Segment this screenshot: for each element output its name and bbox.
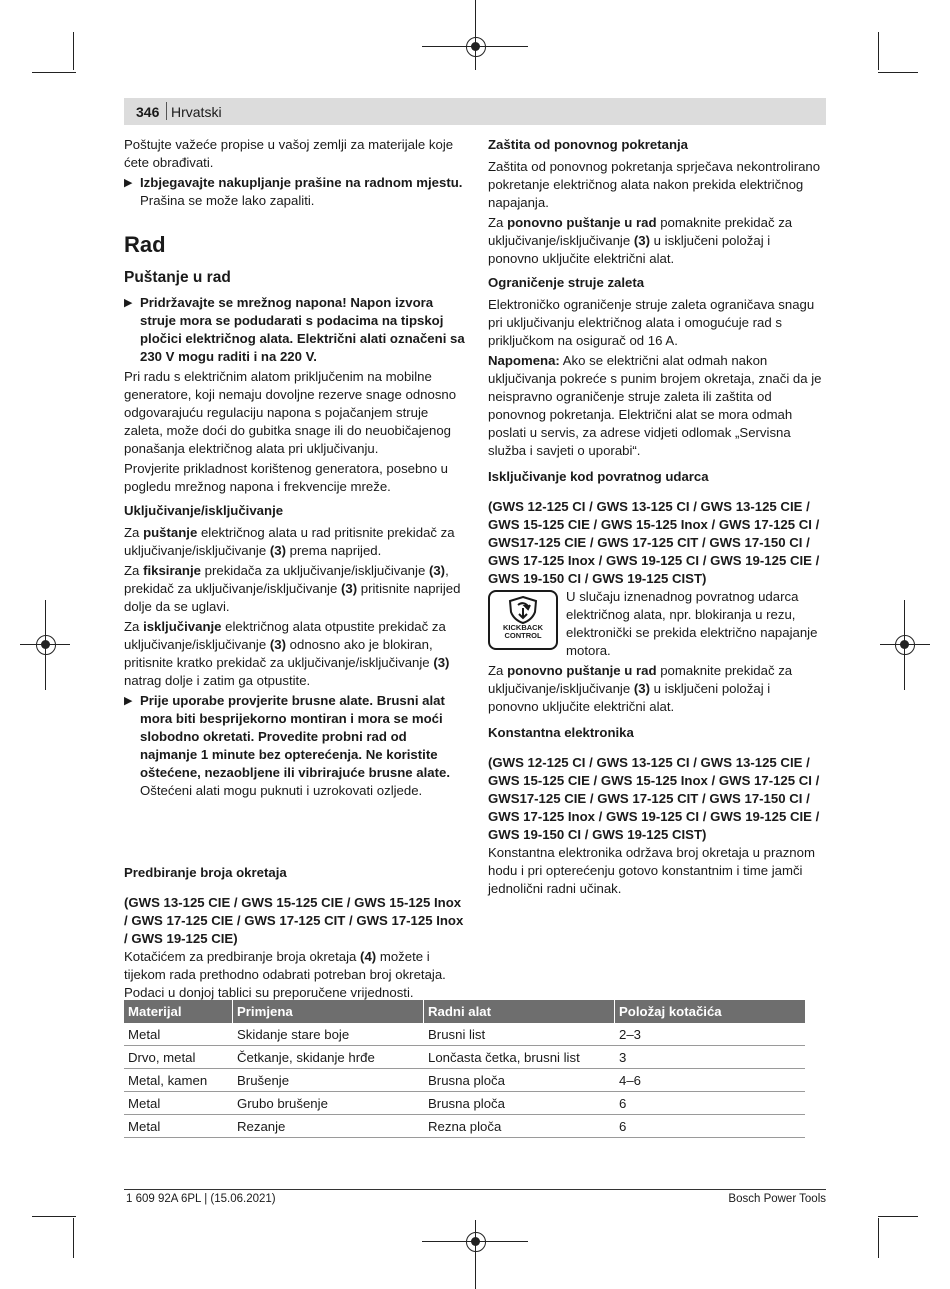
text-bold: fiksiranje bbox=[143, 563, 201, 578]
text: Za bbox=[124, 619, 144, 634]
ref-number: (3) bbox=[633, 233, 650, 248]
ref-number: (3) bbox=[633, 681, 650, 696]
crop-mark bbox=[73, 32, 74, 70]
table-cell: Brušenje bbox=[233, 1069, 424, 1092]
table-cell: Rezanje bbox=[233, 1115, 424, 1138]
table-cell: 6 bbox=[615, 1092, 806, 1115]
text: odnosno ako je blokiran, pritisnite kratko prekidač za uključivanje/isključivanje bbox=[124, 637, 434, 670]
page-header bbox=[124, 98, 826, 125]
text-bold: puštanje bbox=[143, 525, 198, 540]
constant-models: (GWS 12-125 CI / GWS 13-125 CI / GWS 13-125 CIE / GWS 15-125 CIE / GWS 15-125 Inox / GWS 17-125 CI / GWS17-125 CIE / GWS 17-125 CIT / GWS 17-150 CI / GWS 17-125 Inox / GWS 19-125 CI / GWS 19-125 CIE / GWS 19-150 CI / GWS 19-125 CIST) bbox=[488, 755, 820, 842]
text: Ako se električni alat odmah nakon uključivanja pokreće s punim brojem okretaja, znači da je neispravno ograničenje struje zaleta ili zaštita od ponovnog pokretanja. Električni alat se mora odmah poslati u servis, za adrese vidjeti odlomak „Servisna služba i savjeti o uporabi“. bbox=[488, 353, 822, 458]
restart-paragraph: Zaštita od ponovnog pokretanja sprječava nekontrolirano pokretanje električnog alata nakon prekida električnog napajanja. bbox=[488, 159, 821, 210]
kickback-models: (GWS 12-125 CI / GWS 13-125 CI / GWS 13-125 CIE / GWS 15-125 CIE / GWS 15-125 Inox / GWS 17-125 CI / GWS17-125 CIE / GWS 17-125 CIT / GWS 17-150 CI / GWS 17-125 Inox / GWS 19-125 CI / GWS 19-125 CIE / GWS 19-150 CI / GWS 19-125 CIST) bbox=[488, 499, 820, 586]
generator-check-paragraph: Provjerite prikladnost korištenog generatora, posebno u pogledu mrežnog napona i frekvencije mreže. bbox=[124, 461, 449, 494]
table-cell: Brusni list bbox=[424, 1023, 615, 1046]
subheading-pustanje: Puštanje u rad bbox=[124, 269, 231, 286]
registration-mark-icon bbox=[466, 1232, 486, 1252]
dust-warning bbox=[124, 174, 466, 210]
speed-paragraph bbox=[124, 948, 466, 1002]
subheading-constant: Konstantna elektronika bbox=[488, 725, 634, 740]
subheading-onoff: Uključivanje/isključivanje bbox=[124, 503, 284, 518]
table-header-cell: Materijal bbox=[124, 1000, 233, 1023]
page-footer bbox=[124, 1189, 826, 1205]
table-cell: Rezna ploča bbox=[424, 1115, 615, 1138]
ref-number: (3) bbox=[433, 655, 450, 670]
table-row bbox=[124, 1115, 805, 1138]
speed-models: (GWS 13-125 CIE / GWS 15-125 CIE / GWS 15-125 Inox / GWS 17-125 CIE / GWS 17-125 CIT / GWS 17-125 Inox / GWS 19-125 CIE) bbox=[124, 895, 464, 946]
header-divider bbox=[166, 102, 167, 120]
control-icon-text: CONTROL bbox=[504, 631, 542, 640]
switch-off-paragraph bbox=[124, 618, 466, 690]
table-cell: Skidanje stare boje bbox=[233, 1023, 424, 1046]
crop-mark bbox=[878, 1218, 879, 1258]
header-language: Hrvatski bbox=[171, 104, 222, 120]
registration-mark-icon bbox=[466, 37, 486, 57]
kickback-block bbox=[488, 588, 822, 660]
voltage-warning bbox=[124, 294, 466, 366]
switch-lock-paragraph bbox=[124, 562, 466, 616]
kickback-icon-text: KICKBACK bbox=[503, 623, 543, 632]
text: Za bbox=[124, 563, 144, 578]
note-paragraph bbox=[488, 352, 822, 460]
table-row bbox=[124, 1069, 805, 1092]
text: električnog alata otpustite prekidač za uključivanje/isključivanje bbox=[124, 619, 446, 652]
text-bold: isključivanje bbox=[143, 619, 222, 634]
test-run-text: Oštećeni alati mogu puknuti i uzrokovati ozljede. bbox=[140, 783, 423, 798]
table-row bbox=[124, 1092, 805, 1115]
restart-instruction-2 bbox=[488, 662, 822, 716]
page-number: 346 bbox=[136, 104, 160, 120]
subheading-inrush: Ograničenje struje zaleta bbox=[488, 275, 645, 290]
text: možete i tijekom rada prethodno odabrati potreban broj okretaja. Podaci u donjoj tablici su preporučene vrijednosti. bbox=[124, 949, 446, 1000]
crop-mark bbox=[32, 72, 76, 73]
text: , prekidač za uključivanje/isključivanje bbox=[124, 563, 449, 596]
crop-mark bbox=[878, 32, 879, 70]
crop-mark bbox=[73, 1218, 74, 1258]
table-row bbox=[124, 1023, 805, 1046]
dust-warning-bold: Izbjegavajte nakupljanje prašine na radnom mjestu. bbox=[140, 175, 463, 190]
restart-instruction bbox=[488, 214, 822, 268]
note-label: Napomena: bbox=[488, 353, 560, 368]
ref-number: (3) bbox=[269, 637, 286, 652]
text: Za bbox=[124, 525, 144, 540]
subheading-speed: Predbiranje broja okretaja bbox=[124, 865, 287, 880]
table-cell: Metal bbox=[124, 1092, 233, 1115]
table-cell: Brusna ploča bbox=[424, 1069, 615, 1092]
ref-number: (3) bbox=[428, 563, 446, 578]
table-cell: 4–6 bbox=[615, 1069, 806, 1092]
table-cell: 6 bbox=[615, 1115, 806, 1138]
text: pritisnite naprijed dolje da se uglavi. bbox=[124, 581, 461, 614]
text: prema naprijed. bbox=[286, 543, 382, 558]
section-heading-rad: Rad bbox=[124, 232, 166, 257]
text: pomaknite prekidač za uključivanje/isključivanje bbox=[488, 215, 793, 248]
footer-doc-id: 1 609 92A 6PL | (15.06.2021) bbox=[126, 1193, 276, 1205]
registration-mark-icon bbox=[895, 635, 915, 655]
registration-line bbox=[475, 0, 476, 70]
table-cell: Drvo, metal bbox=[124, 1046, 233, 1069]
text: u isključeni položaj i ponovno uključite električni alat. bbox=[488, 233, 771, 266]
constant-paragraph: Konstantna elektronika održava broj okretaja u praznom hodu i pri opterećenju gotovo konstantnim i time jamči jednolični radni učinak. bbox=[488, 845, 815, 896]
text: prekidača za uključivanje/isključivanje bbox=[200, 563, 429, 578]
speed-section bbox=[124, 858, 466, 1004]
crop-mark bbox=[32, 1216, 76, 1217]
text-bold: ponovno puštanje u rad bbox=[507, 215, 657, 230]
generator-paragraph: Pri radu s električnim alatom priključenim na mobilne generatore, koji nemaju dovoljne rezerve snage odnosno odgovarajuću regulaciju napona s pojačanjem struje zaleta, može doći do gubitka snage ili do neuobičajenog ponašanja električnog alata pri uključivanju. bbox=[124, 369, 457, 456]
text: u isključeni položaj i ponovno uključite električni alat. bbox=[488, 681, 771, 714]
switch-on-paragraph bbox=[124, 524, 466, 560]
text: Kotačićem za predbiranje broja okretaja bbox=[124, 949, 361, 964]
subheading-kickback: Isključivanje kod povratnog udarca bbox=[488, 469, 709, 484]
voltage-warning-text: Pridržavajte se mrežnog napona! Napon izvora struje mora se podudarati s podacima na tipskoj pločici električnog alata. Električni alati označeni sa 230 V mogu raditi i na 220 V. bbox=[140, 295, 465, 364]
table-header-cell: Primjena bbox=[233, 1000, 424, 1023]
shield-icon bbox=[508, 596, 538, 624]
registration-mark-icon bbox=[36, 635, 56, 655]
table-cell: Metal bbox=[124, 1023, 233, 1046]
text: pomaknite prekidač za uključivanje/isključivanje bbox=[488, 663, 793, 696]
table-cell: Četkanje, skidanje hrđe bbox=[233, 1046, 424, 1069]
registration-line bbox=[475, 1220, 476, 1289]
kickback-control-icon bbox=[488, 590, 558, 650]
table-cell: Metal bbox=[124, 1115, 233, 1138]
text: Za bbox=[488, 215, 508, 230]
text: Za bbox=[488, 663, 508, 678]
test-run-warning bbox=[124, 692, 466, 800]
dust-warning-text: Prašina se može lako zapaliti. bbox=[140, 193, 315, 208]
ref-number: (3) bbox=[269, 543, 286, 558]
table-header-row bbox=[124, 1000, 805, 1023]
table-header-cell: Radni alat bbox=[424, 1000, 615, 1023]
text-bold: ponovno puštanje u rad bbox=[507, 663, 657, 678]
text: električnog alata u rad pritisnite prekidač za uključivanje/isključivanje bbox=[124, 525, 455, 558]
crop-mark bbox=[878, 1216, 918, 1217]
bullet-triangle-icon: ▶ bbox=[124, 695, 133, 707]
table-cell: Brusna ploča bbox=[424, 1092, 615, 1115]
subheading-restart: Zaštita od ponovnog pokretanja bbox=[488, 137, 689, 152]
table-cell: Grubo brušenje bbox=[233, 1092, 424, 1115]
table-cell: Lončasta četka, brusni list bbox=[424, 1046, 615, 1069]
footer-brand: Bosch Power Tools bbox=[728, 1193, 826, 1205]
test-run-bold: Prije uporabe provjerite brusne alate. Brusni alat mora biti besprijekorno montiran i mora se moći slobodno okretati. Provedite probni rad od najmanje 1 minute bez opterećenja. Ne koristite oštećene, nezaobljene ili vibrirajuće brusne alate. bbox=[140, 693, 451, 780]
text: natrag dolje i zatim ga otpustite. bbox=[124, 673, 311, 688]
left-column bbox=[124, 136, 466, 802]
inrush-paragraph: Elektroničko ograničenje struje zaleta ograničava snagu pri uključivanju električnog alata i omogućuje rad s priključkom na osigurač od 16 A. bbox=[488, 297, 815, 348]
bullet-triangle-icon: ▶ bbox=[124, 177, 133, 189]
right-column bbox=[488, 136, 822, 900]
speed-table bbox=[124, 1000, 805, 1138]
table-cell: 3 bbox=[615, 1046, 806, 1069]
table-cell: Metal, kamen bbox=[124, 1069, 233, 1092]
table-header-cell: Položaj kotačića bbox=[615, 1000, 806, 1023]
crop-mark bbox=[878, 72, 918, 73]
table-row bbox=[124, 1046, 805, 1069]
intro-paragraph: Poštujte važeće propise u vašoj zemlji za materijale koje ćete obrađivati. bbox=[124, 137, 454, 170]
bullet-triangle-icon: ▶ bbox=[124, 297, 133, 309]
table-cell: 2–3 bbox=[615, 1023, 806, 1046]
ref-number: (3) bbox=[340, 581, 358, 596]
ref-number: (4) bbox=[360, 949, 377, 964]
kickback-paragraph: U slučaju iznenadnog povratnog udarca električnog alata, npr. blokiranja u rezu, elektronički se prekida električno napajanje motora. bbox=[566, 589, 818, 658]
